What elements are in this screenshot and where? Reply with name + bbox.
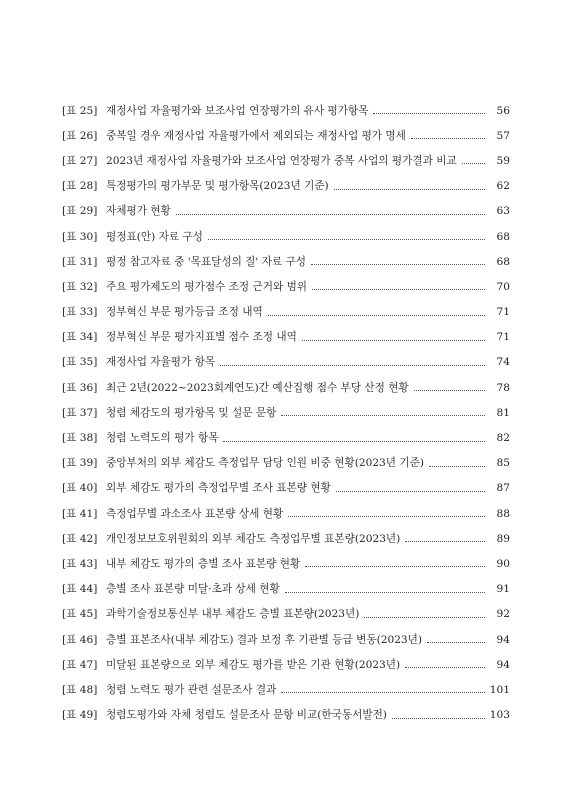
table-title: 중앙부처의 외부 체감도 측정업무 담당 인원 비중 현황(2023년 기준) (106, 457, 425, 470)
dot-leader (268, 305, 485, 316)
table-title: 미달된 표본량으로 외부 체감도 평가를 받은 기관 현황(2023년) (106, 658, 401, 671)
table-number: [표 34] (62, 331, 98, 344)
toc-entry[interactable] (62, 400, 510, 425)
toc-entry[interactable] (62, 98, 510, 123)
table-title: 개인정보보호위원회의 외부 체감도 측정업무별 표본량(2023년) (106, 532, 401, 545)
table-number: [표 26] (62, 129, 98, 142)
table-number: [표 41] (62, 507, 98, 520)
dot-leader (334, 179, 485, 190)
table-number: [표 36] (62, 381, 98, 394)
toc-entry[interactable] (62, 350, 510, 375)
table-number: [표 42] (62, 532, 98, 545)
dot-leader (281, 682, 485, 693)
dot-leader (405, 657, 485, 668)
dot-leader (285, 582, 485, 593)
table-title: 층별 표본조사(내부 체감도) 결과 보정 후 기관별 등급 변동(2023년) (106, 633, 423, 646)
table-title: 특정평가의 평가부문 및 평가항목(2023년 기준) (106, 180, 329, 193)
table-number: [표 39] (62, 457, 98, 470)
dot-leader (302, 330, 485, 341)
table-title: 2023년 재정사업 자율평가와 보조사업 연장평가 중복 사업의 평가결과 비교 (106, 154, 457, 167)
page-number: 94 (496, 633, 510, 646)
page-number: 90 (496, 557, 510, 570)
toc-entry[interactable] (62, 652, 510, 677)
toc-entry[interactable] (62, 551, 510, 576)
toc-entry[interactable] (62, 577, 510, 602)
page-number: 68 (496, 255, 510, 268)
dot-leader (208, 229, 485, 240)
table-title: 재정사업 자율평가 항목 (106, 356, 216, 369)
table-title: 평정표(안) 자료 구성 (106, 230, 203, 243)
page-number: 92 (496, 608, 510, 621)
table-title: 청렴 체감도의 평가항목 및 설문 문항 (106, 406, 277, 419)
table-number: [표 35] (62, 356, 98, 369)
page-number: 85 (496, 457, 510, 470)
toc-entry[interactable] (62, 300, 510, 325)
table-title: 층별 조사 표본량 미달·초과 상세 현황 (106, 583, 280, 596)
page-number: 88 (496, 507, 510, 520)
page-number: 91 (496, 583, 510, 596)
toc-entry[interactable] (62, 476, 510, 501)
dot-leader (305, 556, 485, 567)
toc-entry[interactable] (62, 375, 510, 400)
page-number: 59 (496, 154, 510, 167)
page-number: 87 (496, 482, 510, 495)
table-number: [표 28] (62, 180, 98, 193)
toc-entry[interactable] (62, 526, 510, 551)
table-title: 중복일 경우 재정사업 자율평가에서 제외되는 재정사업 평가 명세 (106, 129, 406, 142)
table-number: [표 46] (62, 633, 98, 646)
page-number: 78 (496, 381, 510, 394)
table-of-contents (62, 98, 510, 728)
table-number: [표 37] (62, 406, 98, 419)
table-number: [표 29] (62, 205, 98, 218)
page-number: 62 (496, 180, 510, 193)
toc-entry[interactable] (62, 602, 510, 627)
toc-entry[interactable] (62, 451, 510, 476)
dot-leader (429, 456, 485, 467)
table-number: [표 32] (62, 280, 98, 293)
toc-entry[interactable] (62, 501, 510, 526)
page-number: 63 (496, 205, 510, 218)
table-number: [표 47] (62, 658, 98, 671)
table-title: 정부혁신 부문 평가지표별 점수 조정 내역 (106, 331, 297, 344)
table-title: 청렴 노력도 평가 관련 설문조사 결과 (106, 683, 277, 696)
page-number: 71 (496, 306, 510, 319)
dot-leader (312, 279, 485, 290)
dot-leader (427, 632, 485, 643)
toc-entry[interactable] (62, 274, 510, 299)
toc-entry[interactable] (62, 174, 510, 199)
page-number: 103 (489, 709, 510, 722)
page-number: 68 (496, 230, 510, 243)
table-title: 과학기술정보통신부 내부 체감도 층별 표본량(2023년) (106, 608, 360, 621)
table-number: [표 33] (62, 306, 98, 319)
dot-leader (405, 531, 485, 542)
table-title: 내부 체감도 평가의 층별 조사 표본량 현황 (106, 557, 301, 570)
page-number: 101 (489, 683, 510, 696)
toc-entry[interactable] (62, 627, 510, 652)
dot-leader (220, 355, 485, 366)
table-number: [표 43] (62, 557, 98, 570)
dot-leader (373, 103, 485, 114)
table-title: 측정업무별 과소조사 표본량 상세 현황 (106, 507, 284, 520)
toc-entry[interactable] (62, 249, 510, 274)
table-title: 자체평가 현황 (106, 205, 171, 218)
page-number: 71 (496, 331, 510, 344)
page-number: 70 (496, 280, 510, 293)
table-number: [표 45] (62, 608, 98, 621)
table-number: [표 31] (62, 255, 98, 268)
table-title: 청렴 노력도의 평가 항목 (106, 432, 219, 445)
dot-leader (364, 607, 485, 618)
table-title: 재정사업 자율평가와 보조사업 연장평가의 유사 평가항목 (106, 104, 369, 117)
toc-entry[interactable] (62, 123, 510, 148)
dot-leader (411, 128, 485, 139)
table-number: [표 38] (62, 432, 98, 445)
dot-leader (223, 431, 485, 442)
table-title: 외부 체감도 평가의 측정업무별 조사 표본량 현황 (106, 482, 331, 495)
page-number: 81 (496, 406, 510, 419)
dot-leader (288, 506, 485, 517)
table-number: [표 30] (62, 230, 98, 243)
dot-leader (281, 405, 485, 416)
dot-leader (176, 204, 485, 215)
page-number: 57 (496, 129, 510, 142)
table-number: [표 27] (62, 154, 98, 167)
table-title: 최근 2년(2022~2023회계연도)간 예산집행 점수 부당 산정 현황 (106, 381, 409, 394)
toc-entry[interactable] (62, 677, 510, 702)
table-number: [표 40] (62, 482, 98, 495)
table-number: [표 44] (62, 583, 98, 596)
toc-entry[interactable] (62, 148, 510, 173)
toc-entry[interactable] (62, 425, 510, 450)
page-number: 89 (496, 532, 510, 545)
toc-entry[interactable] (62, 703, 510, 728)
dot-leader (462, 153, 485, 164)
table-title: 주요 평가제도의 평가점수 조정 근거와 범위 (106, 280, 308, 293)
table-title: 청렴도평가와 자체 청렴도 설문조사 문항 비교(한국동서발전) (106, 709, 387, 722)
toc-entry[interactable] (62, 199, 510, 224)
table-number: [표 49] (62, 709, 98, 722)
toc-entry[interactable] (62, 224, 510, 249)
dot-leader (311, 254, 485, 265)
dot-leader (414, 380, 485, 391)
toc-entry[interactable] (62, 325, 510, 350)
table-number: [표 25] (62, 104, 98, 117)
table-number: [표 48] (62, 683, 98, 696)
dot-leader (336, 481, 485, 492)
page-number: 74 (496, 356, 510, 369)
dot-leader (392, 708, 485, 719)
table-title: 평정 참고자료 중 '목표달성의 질' 자료 구성 (106, 255, 306, 268)
table-title: 정부혁신 부문 평가등급 조정 내역 (106, 306, 263, 319)
page-number: 94 (496, 658, 510, 671)
page-number: 56 (496, 104, 510, 117)
page-number: 82 (496, 432, 510, 445)
